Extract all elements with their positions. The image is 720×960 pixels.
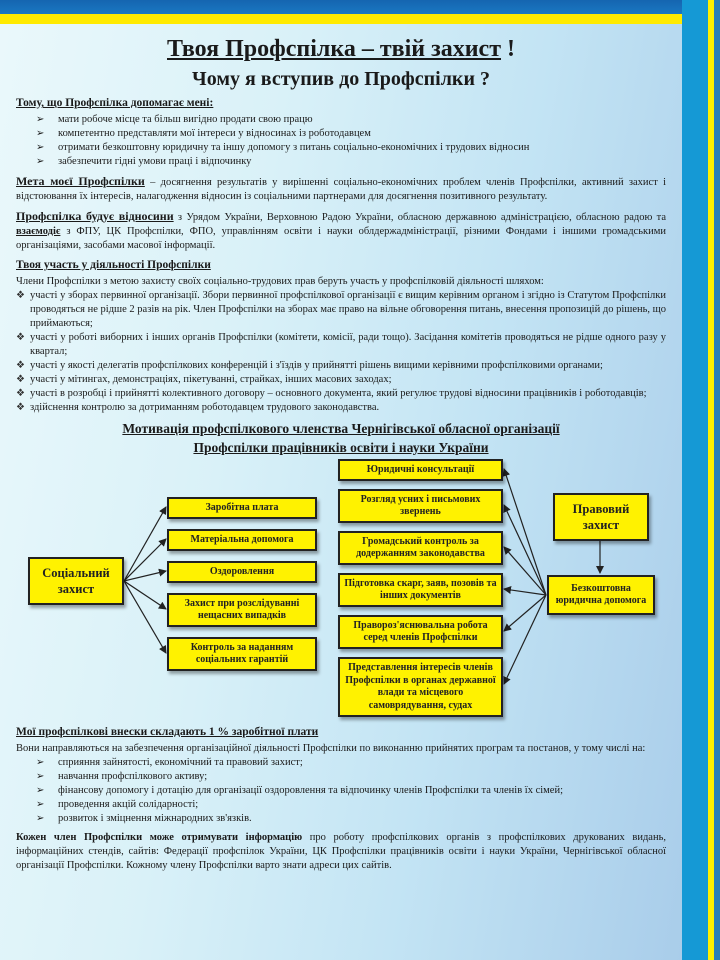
right-blue-stripe <box>682 0 708 960</box>
participation-section <box>16 258 666 415</box>
list-item: ➢ проведення акцій солідарності; <box>36 799 199 810</box>
list-item: ❖ участі у роботі виборних і інших органів Профспілки (комітети, комісії, ради тощо). Засідання комітетів проводяться не рідше одного разу у квартал; <box>16 332 666 357</box>
diagram-title-line2: Профспілки працівників освіти і науки України <box>193 440 489 455</box>
arrowhead-icon: ➢ <box>36 142 45 153</box>
info-paragraph <box>16 831 666 873</box>
list-item: ❖ участі у мітингах, демонстраціях, пікетуванні, страйках, інших масових заходах; <box>16 374 392 385</box>
arrow-hub-to-explanation <box>504 595 546 631</box>
arrow-hub-to-appeals <box>504 505 546 595</box>
relations-label: Профспілка будує відносини <box>16 209 174 223</box>
page-subtitle: Чому я вступив до Профспілки ? <box>192 68 490 90</box>
title-exclamation: ! <box>507 36 515 62</box>
arrow-hub-to-control <box>504 547 546 595</box>
diagram-title-line1: Мотивація профспілкового членства Чернігівської обласної організації <box>122 421 560 436</box>
diamond-bullet-icon: ❖ <box>16 332 25 343</box>
diamond-bullet-icon: ❖ <box>16 360 25 371</box>
interaction-label: взаємодіє <box>16 226 61 237</box>
arrowhead-icon: ➢ <box>36 156 45 167</box>
list-item: ➢ мати робоче місце та більш вигідно продати свою працю <box>36 114 313 125</box>
arrow-hub-to-consult <box>504 469 546 595</box>
dues-intro: Вони направляються на забезпечення організаційної діяльності Профспілки по виконанню прийнятих програм та постанов, у тому числі на: <box>16 743 646 754</box>
arrowhead-icon: ➢ <box>36 128 45 139</box>
title-text: Твоя Профспілка – твій захист <box>167 36 501 62</box>
social-item-box: Оздоровлення <box>167 561 317 583</box>
list-item: ➢ забезпечити гідні умови праці і відпочинку <box>36 156 252 167</box>
arrow-social-to-accident <box>124 581 166 609</box>
social-item-box: Захист при розслідуванні нещасних випадків <box>167 593 317 627</box>
info-label: Кожен член Профспілки може отримувати інформацію <box>16 832 303 843</box>
social-protection-box: Соціальний захист <box>28 557 124 605</box>
diamond-bullet-icon: ❖ <box>16 374 25 385</box>
free-legal-aid-box: Безкоштовна юридична допомога <box>547 575 655 615</box>
legal-item-box: Громадський контроль за додержанням законодавства <box>338 531 503 565</box>
reasons-heading: Тому, що Профспілка допомагає мені: <box>16 97 214 109</box>
dues-heading: Мої профспілкові внески складають 1 % заробітної плати <box>16 726 319 738</box>
arrowhead-icon: ➢ <box>36 799 45 810</box>
list-item: ❖ здійснення контролю за дотриманням роботодавцем трудового законодавства. <box>16 402 380 413</box>
list-item: ❖ участі у якості делегатів профспілкових конференцій і з'їздів у прийнятті рішень вищими керівними профспілковими органами; <box>16 360 603 371</box>
arrowhead-icon: ➢ <box>36 813 45 824</box>
social-item-box: Заробітна плата <box>167 497 317 519</box>
relations-text-2: з ФПУ, ЦК Профспілки, ФПО, управлінням освіти і науки облдержадміністрації, різними Фондами і іншими громадськими організаціями, засобами масової інформації. <box>16 226 666 251</box>
top-blue-stripe <box>0 0 682 14</box>
legal-item-box: Розгляд усних і письмових звернень <box>338 489 503 523</box>
list-item: ➢ отримати безкоштовну юридичну та іншу допомогу з питань соціально-економічних і трудових відносин <box>36 142 530 153</box>
list-item: ➢ навчання профспілкового активу; <box>36 771 208 782</box>
arrowhead-icon: ➢ <box>36 785 45 796</box>
social-item-box: Контроль за наданням соціальних гарантій <box>167 637 317 671</box>
legal-item-box: Підготовка скарг, заяв, позовів та інших документів <box>338 573 503 607</box>
arrow-social-to-material <box>124 539 166 581</box>
top-yellow-stripe <box>0 14 682 24</box>
relations-paragraph <box>16 209 666 253</box>
list-item: ❖ участі в розробці і прийнятті колективного договору – основного документа, який регулює трудові відносини працівників і роботодавців; <box>16 388 647 399</box>
poster-content <box>0 24 682 873</box>
legal-item-box: Юридичні консультації <box>338 459 503 481</box>
legal-protection-box: Правовий захист <box>553 493 649 541</box>
page-title <box>16 34 666 64</box>
right-edge <box>714 0 720 960</box>
arrow-social-to-health <box>124 571 166 581</box>
arrowhead-icon: ➢ <box>36 114 45 125</box>
reasons-list <box>16 113 666 169</box>
participation-heading: Твоя участь у діяльності Профспілки <box>16 259 211 271</box>
list-item: ➢ розвиток і зміцнення міжнародних зв'язків. <box>36 813 252 824</box>
diamond-bullet-icon: ❖ <box>16 290 25 301</box>
reasons-section <box>16 96 666 169</box>
list-item: ➢ фінансову допомогу і дотацію для організації оздоровлення та відпочинку членів Профспілки та членів їх сімей; <box>36 785 564 796</box>
dues-list <box>16 756 666 826</box>
arrowhead-icon: ➢ <box>36 757 45 768</box>
legal-item-box: Представлення інтересів членів Профспілки в органах державної влади та місцевого самоврядування, судах <box>338 657 503 717</box>
legal-item-box: Правороз'яснювальна робота серед членів Профспілки <box>338 615 503 649</box>
relations-text-1: з Урядом України, Верховною Радою України, обласною державною адміністрацією, обласною радою та <box>173 212 666 223</box>
list-item: ❖ участі у зборах первинної організації. Збори первинної профспілкової організації є вищим керівним органом і згідно із Статутом Профспілки проводяться не рідше 2 разів на рік. Член Профспілки на зборах має право на вільне обговорення питань, внесення пропозицій до рішень, що приймаються; <box>16 290 666 329</box>
motivation-diagram <box>16 459 666 721</box>
participation-intro: Члени Профспілки з метою захисту своїх соціально-трудових прав беруть участь у профспілковій діяльності шляхом: <box>16 276 544 287</box>
arrowhead-icon: ➢ <box>36 771 45 782</box>
arrow-hub-to-representation <box>504 595 546 684</box>
poster-panel <box>0 24 682 960</box>
arrow-hub-to-documents <box>504 589 546 595</box>
dues-section <box>16 725 666 826</box>
list-item: ➢ сприяння зайнятості, економічний та правовий захист; <box>36 757 303 768</box>
goal-label: Мета моєї Профспілки <box>16 174 145 188</box>
participation-list <box>16 289 666 415</box>
list-item: ➢ компетентно представляти мої інтереси у відносинах із роботодавцем <box>36 128 371 139</box>
arrow-social-to-guarantees <box>124 581 166 653</box>
diamond-bullet-icon: ❖ <box>16 402 25 413</box>
goal-paragraph <box>16 174 666 204</box>
arrow-social-to-salary <box>124 507 166 581</box>
diamond-bullet-icon: ❖ <box>16 388 25 399</box>
info-text: про роботу профспілкових органів з профспілкових друкованих видань, інформаційних стендів, сайтів: Федерації профспілок України, ЦК Профспілки працівників освіти і науки України, Чернігівської обласної організації Профспілки. Кожному члену Профспілки варто знати адреси цих сайтів. <box>16 832 666 871</box>
goal-text: – досягнення результатів у вирішенні соціально-економічних проблем членів Профспілки, активний захист і відстоювання їх інтересів, налагодження відносин із соціальними партнерами для досягнення позитивного результату. <box>16 177 667 202</box>
social-item-box: Матеріальна допомога <box>167 529 317 551</box>
